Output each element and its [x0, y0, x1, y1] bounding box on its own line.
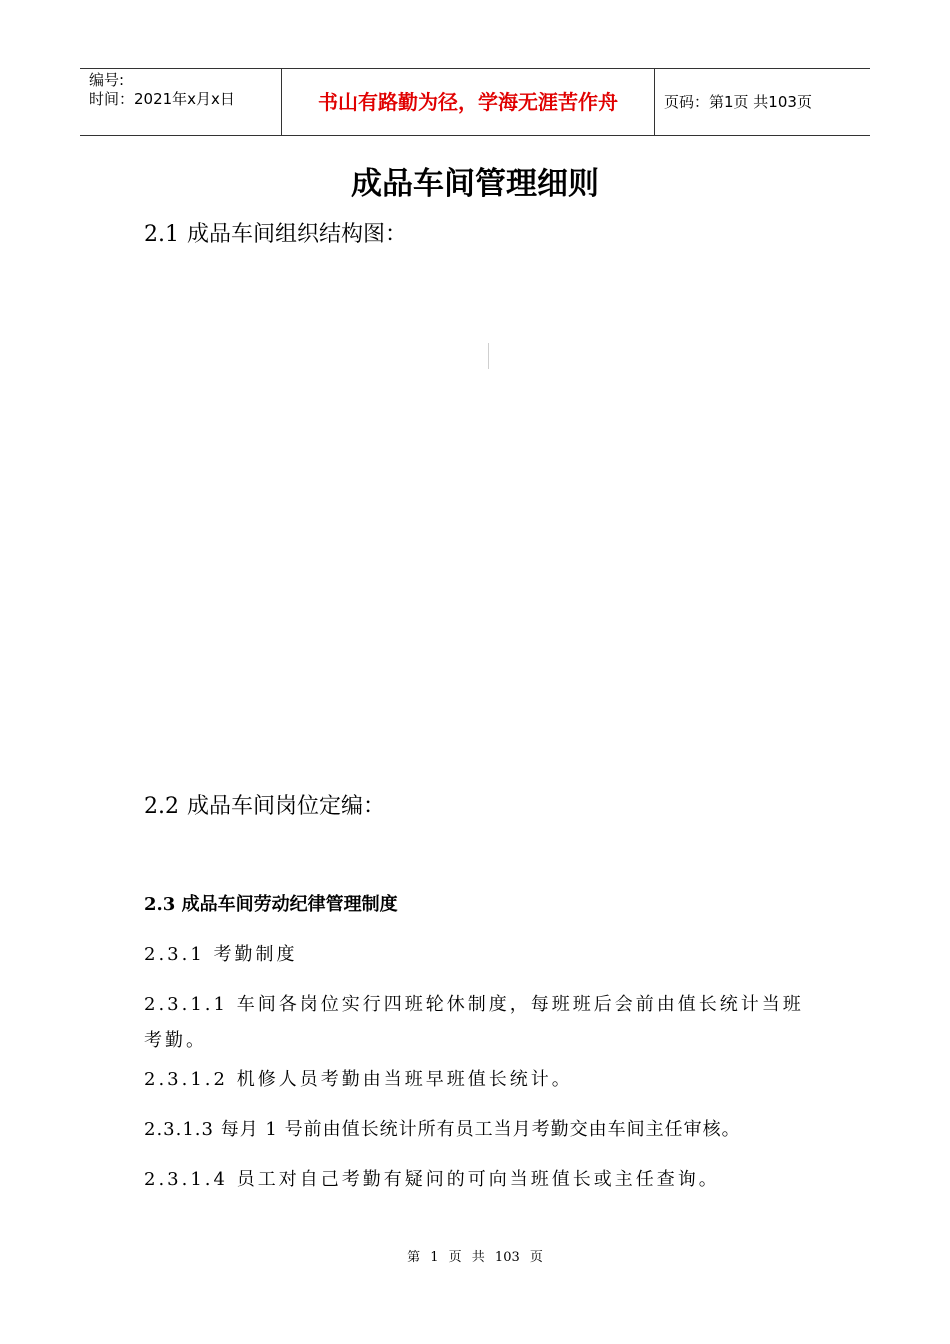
- header-motto: 书山有路勤为径，学海无涯苦作舟: [282, 69, 655, 135]
- section-2-2-number: 2.2: [144, 794, 179, 819]
- section-2-2-heading: [144, 792, 385, 822]
- section-2-1-number: 2.1: [144, 222, 179, 247]
- document-title: 成品车间管理细则: [351, 166, 599, 202]
- org-chart-placeholder-line: [488, 343, 489, 369]
- page-header: [80, 68, 870, 136]
- page-footer: 第 1 页 共 103 页: [407, 1250, 543, 1265]
- paragraph-2-3-1-4: 2.3.1.4 员工对自己考勤有疑问的可向当班值长或主任查询。: [144, 1169, 720, 1190]
- header-page-info: 页码：第1页 共103页: [664, 93, 812, 111]
- section-2-2-text: 成品车间岗位定编：: [187, 794, 386, 819]
- section-2-3-heading: 2.3 成品车间劳动纪律管理制度: [144, 894, 398, 915]
- section-2-1-text: 成品车间组织结构图：: [187, 222, 408, 247]
- paragraph-2-3-1-2: 2.3.1.2 机修人员考勤由当班早班值长统计。: [144, 1069, 573, 1090]
- header-meta: [80, 69, 282, 135]
- number-label: 编号:: [89, 71, 125, 89]
- section-2-3-1-heading: 2.3.1 考勤制度: [144, 944, 298, 965]
- time-label: 时间：2021年x月x日: [89, 90, 235, 108]
- paragraph-2-3-1-3: 2.3.1.3 每月 1 号前由值长统计所有员工当月考勤交由车间主任审核。: [144, 1119, 741, 1140]
- section-2-1-heading: [144, 220, 407, 250]
- paragraph-2-3-1-1: 2.3.1.1 车间各岗位实行四班轮休制度，每班班后会前由值长统计当班考勤。: [144, 994, 804, 1051]
